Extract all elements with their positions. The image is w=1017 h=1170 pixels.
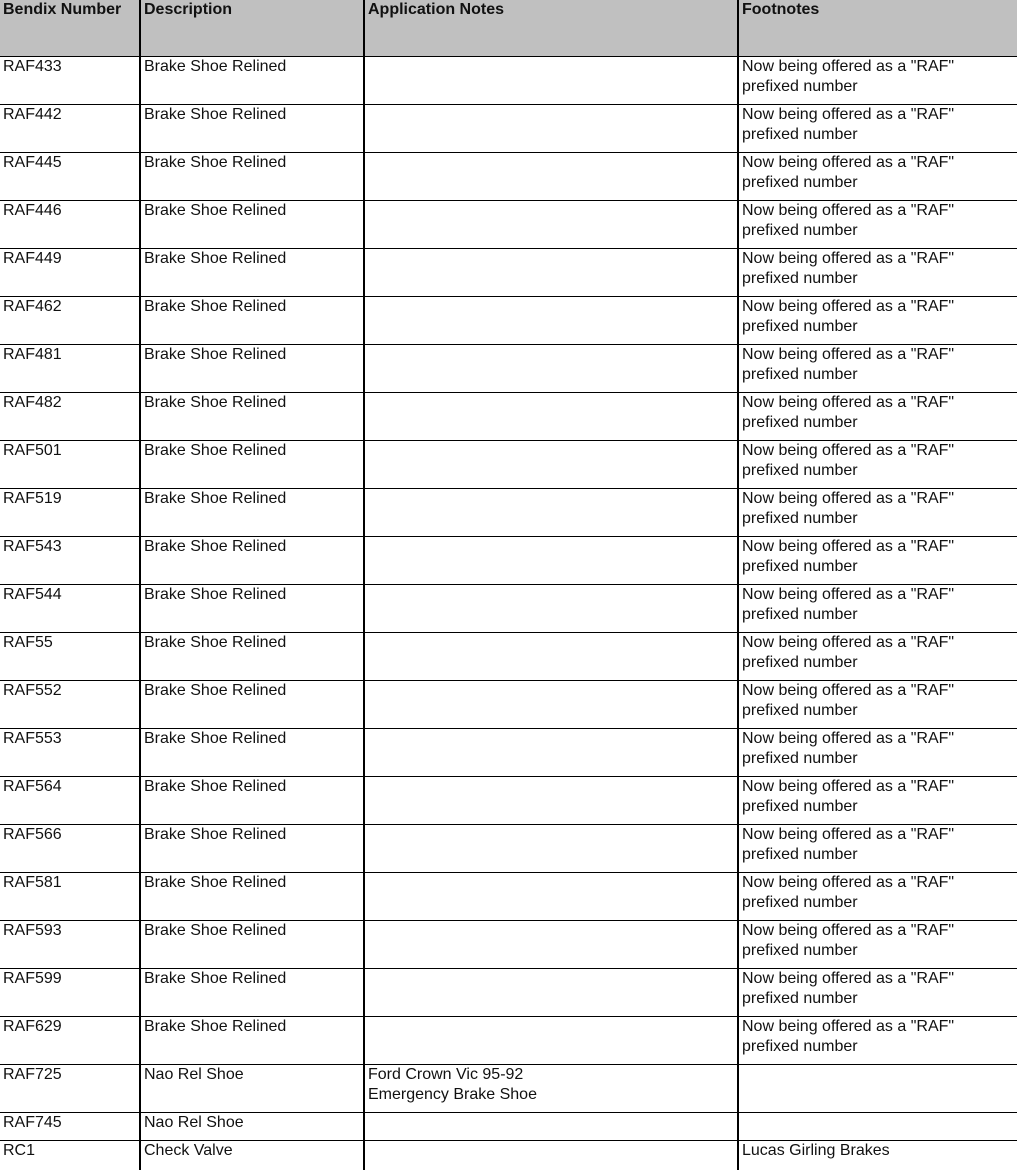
- application-notes-cell: [364, 152, 738, 200]
- bendix-number-cell: RAF446: [0, 200, 140, 248]
- table-row: [0, 872, 1017, 920]
- footnote-line: Now being offered as a "RAF": [742, 105, 955, 123]
- table-row: [0, 488, 1017, 536]
- footnotes-cell: [738, 440, 1017, 488]
- footnote-line: Now being offered as a "RAF": [742, 57, 955, 75]
- footnote-line: Now being offered as a "RAF": [742, 969, 955, 987]
- footnote-line: prefixed number: [742, 941, 858, 959]
- bendix-number-cell: RAF564: [0, 776, 140, 824]
- application-notes-cell: [364, 968, 738, 1016]
- application-notes-cell: [364, 920, 738, 968]
- footnote-line: prefixed number: [742, 797, 858, 815]
- description-cell: Brake Shoe Relined: [140, 200, 364, 248]
- footnotes-cell: [738, 392, 1017, 440]
- table-row: [0, 776, 1017, 824]
- bendix-number-cell: RAF599: [0, 968, 140, 1016]
- bendix-number-cell: RAF449: [0, 248, 140, 296]
- description-cell: Brake Shoe Relined: [140, 824, 364, 872]
- footnote-line: Now being offered as a "RAF": [742, 249, 955, 267]
- footnote-line: prefixed number: [742, 413, 858, 431]
- description-cell: Brake Shoe Relined: [140, 152, 364, 200]
- footnotes-cell: [738, 776, 1017, 824]
- application-notes-cell: [364, 440, 738, 488]
- footnote-line: Now being offered as a "RAF": [742, 153, 955, 171]
- footnote-line: prefixed number: [742, 173, 858, 191]
- bendix-number-cell: RC1: [0, 1140, 140, 1170]
- footnote-line: prefixed number: [742, 605, 858, 623]
- application-notes-cell: [364, 56, 738, 104]
- bendix-number-cell: RAF745: [0, 1112, 140, 1140]
- footnote-line: Now being offered as a "RAF": [742, 921, 955, 939]
- table-row: [0, 680, 1017, 728]
- footnote-line: prefixed number: [742, 77, 858, 95]
- description-cell: Brake Shoe Relined: [140, 776, 364, 824]
- table-row: [0, 56, 1017, 104]
- table-header-row: [0, 0, 1017, 56]
- description-cell: Brake Shoe Relined: [140, 440, 364, 488]
- footnote-line: prefixed number: [742, 221, 858, 239]
- bendix-number-cell: RAF433: [0, 56, 140, 104]
- table-row: [0, 1140, 1017, 1170]
- table-row: [0, 152, 1017, 200]
- footnote-line: prefixed number: [742, 269, 858, 287]
- application-notes-cell: [364, 248, 738, 296]
- table-row: [0, 104, 1017, 152]
- application-notes-cell: [364, 296, 738, 344]
- table-row: [0, 248, 1017, 296]
- table-row: [0, 1112, 1017, 1140]
- footnotes-cell: [738, 632, 1017, 680]
- application-notes-cell: [364, 344, 738, 392]
- footnote-line: prefixed number: [742, 461, 858, 479]
- bendix-number-cell: RAF581: [0, 872, 140, 920]
- footnote-line: Now being offered as a "RAF": [742, 537, 955, 555]
- description-cell: Brake Shoe Relined: [140, 920, 364, 968]
- footnotes-cell: [738, 152, 1017, 200]
- footnotes-cell: [738, 56, 1017, 104]
- footnote-line: prefixed number: [742, 893, 858, 911]
- application-notes-cell: [364, 104, 738, 152]
- description-cell: Brake Shoe Relined: [140, 632, 364, 680]
- bendix-number-cell: RAF544: [0, 584, 140, 632]
- footnotes-cell: [738, 200, 1017, 248]
- footnote-line: Now being offered as a "RAF": [742, 777, 955, 795]
- description-cell: Brake Shoe Relined: [140, 56, 364, 104]
- footnote-line: prefixed number: [742, 989, 858, 1007]
- application-notes-cell: [364, 1112, 738, 1140]
- footnote-line: Now being offered as a "RAF": [742, 633, 955, 651]
- column-header-footnotes: Footnotes: [738, 0, 1017, 56]
- description-cell: Brake Shoe Relined: [140, 584, 364, 632]
- description-cell: Brake Shoe Relined: [140, 680, 364, 728]
- footnote-line: Now being offered as a "RAF": [742, 393, 955, 411]
- footnote-line: prefixed number: [742, 317, 858, 335]
- table-row: [0, 296, 1017, 344]
- application-notes-line: Emergency Brake Shoe: [368, 1085, 537, 1103]
- bendix-number-cell: RAF543: [0, 536, 140, 584]
- footnotes-cell: [738, 824, 1017, 872]
- application-notes-cell: [364, 824, 738, 872]
- description-cell: Brake Shoe Relined: [140, 344, 364, 392]
- footnotes-cell: [738, 1064, 1017, 1112]
- application-notes-cell: [364, 536, 738, 584]
- footnotes-cell: [738, 536, 1017, 584]
- table-row: [0, 536, 1017, 584]
- table-row: [0, 584, 1017, 632]
- footnotes-cell: [738, 344, 1017, 392]
- bendix-number-cell: RAF553: [0, 728, 140, 776]
- table-row: [0, 1064, 1017, 1112]
- description-cell: Brake Shoe Relined: [140, 536, 364, 584]
- footnotes-cell: [738, 296, 1017, 344]
- description-cell: Brake Shoe Relined: [140, 104, 364, 152]
- footnotes-cell: [738, 920, 1017, 968]
- footnotes-cell: [738, 1140, 1017, 1170]
- footnotes-cell: [738, 728, 1017, 776]
- footnote-line: Now being offered as a "RAF": [742, 1017, 955, 1035]
- footnotes-cell: [738, 248, 1017, 296]
- application-notes-cell: [364, 728, 738, 776]
- footnote-line: Now being offered as a "RAF": [742, 345, 955, 363]
- description-cell: Brake Shoe Relined: [140, 296, 364, 344]
- application-notes-cell: [364, 776, 738, 824]
- footnote-line: prefixed number: [742, 1037, 858, 1055]
- description-cell: Brake Shoe Relined: [140, 872, 364, 920]
- bendix-number-cell: RAF55: [0, 632, 140, 680]
- footnote-line: Now being offered as a "RAF": [742, 873, 955, 891]
- bendix-number-cell: RAF462: [0, 296, 140, 344]
- table-row: [0, 344, 1017, 392]
- application-notes-line: Ford Crown Vic 95-92: [368, 1065, 524, 1083]
- table-row: [0, 392, 1017, 440]
- application-notes-cell: [364, 392, 738, 440]
- column-header-bendix-number: Bendix Number: [0, 0, 140, 56]
- description-cell: Brake Shoe Relined: [140, 392, 364, 440]
- footnote-line: Lucas Girling Brakes: [742, 1141, 890, 1159]
- application-notes-cell: [364, 872, 738, 920]
- bendix-number-cell: RAF566: [0, 824, 140, 872]
- footnotes-cell: [738, 104, 1017, 152]
- description-cell: Brake Shoe Relined: [140, 248, 364, 296]
- table-body: [0, 56, 1017, 1170]
- footnote-line: prefixed number: [742, 749, 858, 767]
- footnote-line: prefixed number: [742, 845, 858, 863]
- footnotes-cell: [738, 968, 1017, 1016]
- application-notes-cell: [364, 632, 738, 680]
- table-row: [0, 440, 1017, 488]
- description-cell: Nao Rel Shoe: [140, 1112, 364, 1140]
- column-header-description: Description: [140, 0, 364, 56]
- column-header-application-notes: Application Notes: [364, 0, 738, 56]
- footnote-line: prefixed number: [742, 701, 858, 719]
- description-cell: Brake Shoe Relined: [140, 728, 364, 776]
- table-row: [0, 1016, 1017, 1064]
- bendix-number-cell: RAF552: [0, 680, 140, 728]
- table-row: [0, 920, 1017, 968]
- application-notes-cell: [364, 200, 738, 248]
- application-notes-cell: [364, 1016, 738, 1064]
- footnote-line: Now being offered as a "RAF": [742, 489, 955, 507]
- footnotes-cell: [738, 584, 1017, 632]
- bendix-number-cell: RAF629: [0, 1016, 140, 1064]
- footnote-line: prefixed number: [742, 125, 858, 143]
- footnotes-cell: [738, 872, 1017, 920]
- footnotes-cell: [738, 1016, 1017, 1064]
- footnotes-cell: [738, 488, 1017, 536]
- footnote-line: Now being offered as a "RAF": [742, 729, 955, 747]
- bendix-number-cell: RAF501: [0, 440, 140, 488]
- bendix-number-cell: RAF519: [0, 488, 140, 536]
- bendix-number-cell: RAF725: [0, 1064, 140, 1112]
- application-notes-cell: [364, 1140, 738, 1170]
- table-row: [0, 632, 1017, 680]
- footnote-line: Now being offered as a "RAF": [742, 441, 955, 459]
- footnote-line: prefixed number: [742, 509, 858, 527]
- footnote-line: prefixed number: [742, 557, 858, 575]
- application-notes-cell: [364, 488, 738, 536]
- table-row: [0, 728, 1017, 776]
- table-row: [0, 968, 1017, 1016]
- bendix-number-cell: RAF442: [0, 104, 140, 152]
- footnote-line: prefixed number: [742, 365, 858, 383]
- description-cell: Check Valve: [140, 1140, 364, 1170]
- description-cell: Brake Shoe Relined: [140, 968, 364, 1016]
- footnote-line: Now being offered as a "RAF": [742, 825, 955, 843]
- description-cell: Nao Rel Shoe: [140, 1064, 364, 1112]
- footnote-line: Now being offered as a "RAF": [742, 201, 955, 219]
- table-row: [0, 200, 1017, 248]
- footnotes-cell: [738, 1112, 1017, 1140]
- description-cell: Brake Shoe Relined: [140, 1016, 364, 1064]
- application-notes-cell: [364, 680, 738, 728]
- footnote-line: Now being offered as a "RAF": [742, 297, 955, 315]
- footnote-line: Now being offered as a "RAF": [742, 585, 955, 603]
- application-notes-cell: [364, 1064, 738, 1112]
- bendix-number-cell: RAF481: [0, 344, 140, 392]
- description-cell: Brake Shoe Relined: [140, 488, 364, 536]
- footnote-line: prefixed number: [742, 653, 858, 671]
- application-notes-cell: [364, 584, 738, 632]
- bendix-number-cell: RAF482: [0, 392, 140, 440]
- footnotes-cell: [738, 680, 1017, 728]
- table-row: [0, 824, 1017, 872]
- bendix-number-cell: RAF445: [0, 152, 140, 200]
- bendix-number-cell: RAF593: [0, 920, 140, 968]
- footnote-line: Now being offered as a "RAF": [742, 681, 955, 699]
